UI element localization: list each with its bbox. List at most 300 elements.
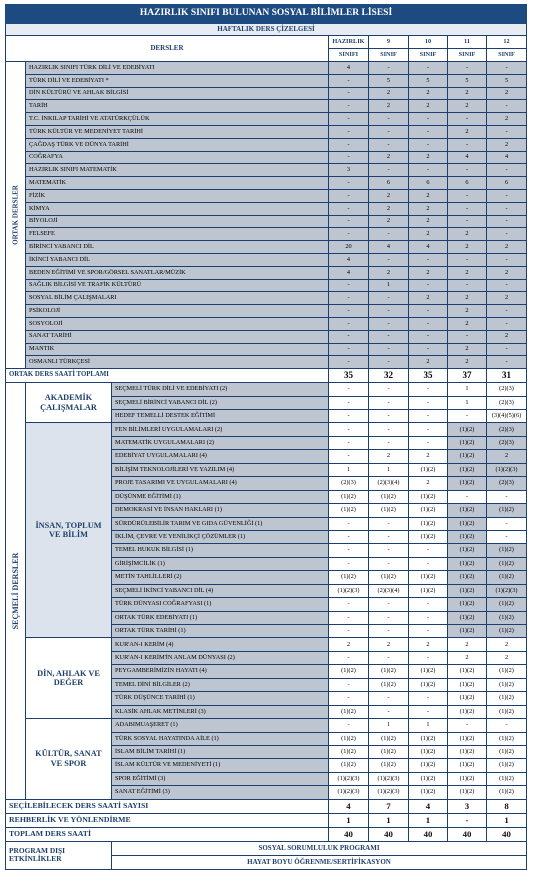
course-hours: -: [487, 125, 527, 138]
core-course-row: [6, 241, 527, 254]
course-hours: -: [409, 113, 448, 126]
course-hours: -: [369, 253, 409, 266]
core-course-row: [6, 164, 527, 177]
course-name: TEMEL HUKUK BİLGİSİ (1): [112, 544, 329, 557]
document-title: HAZIRLIK SINIFI BULUNAN SOSYAL BİLİMLER LİSESİ: [6, 5, 527, 24]
course-hours: 2: [448, 241, 487, 254]
course-hours: -: [487, 356, 527, 369]
course-hours: 2: [487, 330, 527, 343]
course-hours: (1)(2): [369, 571, 409, 584]
course-hours: -: [329, 330, 369, 343]
course-name: MATEMATİK: [26, 177, 329, 190]
course-hours: (2)(3): [487, 396, 527, 409]
course-hours: -: [329, 87, 369, 100]
summary-value: 7: [369, 799, 409, 813]
summary-row: [6, 813, 527, 827]
course-hours: -: [329, 692, 369, 705]
course-hours: 2: [448, 266, 487, 279]
course-name: PEYGAMBERİMİZİN HAYATI (4): [112, 665, 329, 678]
course-name: DÜŞÜNME EĞİTİMİ (1): [112, 490, 329, 503]
course-hours: -: [329, 423, 369, 436]
course-hours: (1)(2)(3): [329, 772, 369, 785]
course-name: ADABIMUAŞERET (1): [112, 719, 329, 732]
course-hours: -: [409, 138, 448, 151]
course-hours: 2: [409, 266, 448, 279]
course-hours: (2)(3): [487, 423, 527, 436]
summary-value: 40: [487, 827, 527, 841]
course-name: İKİNCİ YABANCI DİL: [26, 253, 329, 266]
course-hours: 2: [487, 266, 527, 279]
footer-label: PROGRAM DIŞI ETKİNLİKLER: [6, 841, 112, 869]
course-hours: -: [448, 253, 487, 266]
course-hours: -: [329, 151, 369, 164]
course-hours: 5: [487, 74, 527, 87]
subtitle-row: [6, 24, 527, 36]
course-hours: 2: [409, 477, 448, 490]
course-hours: -: [409, 557, 448, 570]
course-name: DEMOKRASİ VE İNSAN HAKLARI (1): [112, 504, 329, 517]
summary-value: 4: [329, 799, 369, 813]
course-hours: (1)(2): [487, 504, 527, 517]
section-secmeli-dersler: [6, 383, 26, 800]
summary-label: TOPLAM DERS SAATİ: [6, 827, 329, 841]
header-col-top: 10: [409, 36, 448, 49]
course-name: SOSYAL BİLİM ÇALIŞMALARI: [26, 292, 329, 305]
course-name: BİYOLOJİ: [26, 215, 329, 228]
core-course-row: [6, 215, 527, 228]
course-hours: -: [369, 544, 409, 557]
header-col-bottom: SINIFI: [329, 49, 369, 62]
course-hours: -: [369, 517, 409, 530]
title-row: [6, 5, 527, 24]
course-name: T.C. İNKILAP TARİHİ VE ATATÜRKÇÜLÜK: [26, 113, 329, 126]
course-hours: 1: [409, 719, 448, 732]
course-hours: -: [329, 719, 369, 732]
weekly-course-schedule-table: [5, 4, 527, 870]
section-ortak-dersler-label: ORTAK DERSLER: [11, 185, 19, 245]
course-name: İSLAM BİLİM TARİHİ (1): [112, 745, 329, 758]
course-hours: -: [487, 100, 527, 113]
course-hours: 2: [409, 87, 448, 100]
course-hours: -: [369, 436, 409, 449]
course-hours: 1: [448, 383, 487, 396]
course-hours: (1)(2)(3): [487, 463, 527, 476]
course-name: TEMEL DİNİ BİLGİLER (2): [112, 678, 329, 691]
course-hours: (1)(2): [409, 772, 448, 785]
course-hours: -: [329, 228, 369, 241]
core-course-row: [6, 100, 527, 113]
course-hours: (1)(2): [369, 745, 409, 758]
course-hours: -: [409, 383, 448, 396]
summary-value: 40: [329, 827, 369, 841]
elective-group-name: AKADEMİK ÇALIŞMALAR: [26, 383, 112, 423]
course-hours: -: [329, 189, 369, 202]
course-hours: (1)(2): [448, 625, 487, 638]
core-course-row: [6, 253, 527, 266]
course-hours: 2: [409, 100, 448, 113]
course-name: COĞRAFYA: [26, 151, 329, 164]
course-hours: -: [409, 330, 448, 343]
elective-course-row: [6, 423, 527, 436]
course-hours: (1)(2): [448, 571, 487, 584]
course-hours: (1)(2): [448, 678, 487, 691]
summary-value: 1: [409, 813, 448, 827]
course-name: MANTIK: [26, 343, 329, 356]
course-hours: (1)(2): [487, 759, 527, 772]
elective-group-name: KÜLTÜR, SANAT VE SPOR: [26, 719, 112, 800]
course-hours: (1)(2): [487, 625, 527, 638]
course-hours: -: [448, 138, 487, 151]
course-hours: -: [448, 719, 487, 732]
course-hours: -: [409, 598, 448, 611]
course-hours: (1)(2): [487, 665, 527, 678]
course-hours: -: [369, 343, 409, 356]
course-schedule-document: [5, 4, 526, 870]
header-dersler: DERSLER: [6, 36, 329, 62]
course-name: EDEBİYAT UYGULAMALARI (4): [112, 450, 329, 463]
course-hours: (1)(2): [409, 759, 448, 772]
course-hours: (1)(2): [448, 544, 487, 557]
core-course-row: [6, 343, 527, 356]
core-total-value: 31: [487, 369, 527, 383]
course-hours: 3: [329, 164, 369, 177]
course-name: KUR'AN-I KERİM (4): [112, 638, 329, 651]
core-course-row: [6, 113, 527, 126]
course-hours: (1)(2): [409, 517, 448, 530]
header-col-bottom: SINIF: [409, 49, 448, 62]
course-hours: 2: [487, 638, 527, 651]
header-col-top: 11: [448, 36, 487, 49]
course-hours: 4: [448, 151, 487, 164]
course-hours: -: [409, 423, 448, 436]
course-hours: -: [329, 530, 369, 543]
course-hours: (1)(2): [487, 598, 527, 611]
course-hours: -: [369, 651, 409, 664]
course-hours: -: [329, 100, 369, 113]
course-hours: -: [329, 74, 369, 87]
course-hours: -: [487, 253, 527, 266]
footer-row-1: [6, 841, 527, 855]
course-hours: (1)(2): [369, 678, 409, 691]
summary-value: 40: [448, 827, 487, 841]
course-hours: -: [329, 383, 369, 396]
course-hours: -: [487, 719, 527, 732]
course-hours: (1)(2): [409, 665, 448, 678]
course-hours: (1)(2)(3): [487, 584, 527, 597]
course-hours: 2: [448, 125, 487, 138]
summary-value: 1: [369, 813, 409, 827]
course-hours: -: [369, 317, 409, 330]
course-hours: 4: [329, 253, 369, 266]
header-col-top: HAZIRLIK: [329, 36, 369, 49]
course-hours: (1)(2)(3): [329, 786, 369, 799]
course-hours: -: [329, 292, 369, 305]
course-hours: (1)(2): [448, 557, 487, 570]
course-hours: -: [369, 164, 409, 177]
course-hours: (1)(2): [487, 678, 527, 691]
course-name: MATEMATİK UYGULAMALARI (2): [112, 436, 329, 449]
course-hours: (1)(2): [487, 557, 527, 570]
core-total-value: 35: [409, 369, 448, 383]
course-name: İSLAM KÜLTÜR VE MEDENİYETİ (1): [112, 759, 329, 772]
course-hours: (1)(2): [329, 705, 369, 718]
course-hours: -: [487, 62, 527, 75]
core-course-row: [6, 266, 527, 279]
course-hours: (1)(2): [329, 571, 369, 584]
course-hours: (1)(2): [409, 678, 448, 691]
course-hours: -: [329, 450, 369, 463]
course-name: SEÇMELİ BİRİNCİ YABANCI DİL (2): [112, 396, 329, 409]
core-course-row: [6, 87, 527, 100]
course-hours: -: [329, 305, 369, 318]
course-hours: 2: [369, 638, 409, 651]
course-hours: -: [487, 530, 527, 543]
course-hours: (1)(2): [448, 436, 487, 449]
course-name: BEDEN EĞİTİMİ VE SPOR/GÖRSEL SANATLAR/MÜZİK: [26, 266, 329, 279]
course-hours: -: [329, 544, 369, 557]
course-hours: (1)(2): [409, 584, 448, 597]
course-hours: -: [409, 279, 448, 292]
course-hours: -: [329, 177, 369, 190]
course-hours: 4: [409, 241, 448, 254]
course-hours: 2: [409, 292, 448, 305]
course-hours: (1)(2): [448, 705, 487, 718]
course-hours: 2: [369, 87, 409, 100]
course-hours: 2: [487, 450, 527, 463]
course-name: SANAT EĞİTİMİ (3): [112, 786, 329, 799]
course-hours: -: [329, 343, 369, 356]
course-hours: (1)(2): [448, 598, 487, 611]
course-hours: 2: [448, 305, 487, 318]
course-hours: 2: [448, 638, 487, 651]
core-course-row: [6, 189, 527, 202]
course-hours: (1)(2): [487, 732, 527, 745]
course-hours: -: [409, 611, 448, 624]
summary-value: 1: [329, 813, 369, 827]
course-hours: -: [409, 305, 448, 318]
course-hours: (1)(2): [448, 463, 487, 476]
course-name: DİN KÜLTÜRÜ VE AHLAK BİLGİSİ: [26, 87, 329, 100]
course-hours: -: [487, 164, 527, 177]
course-hours: -: [409, 125, 448, 138]
course-hours: 2: [329, 638, 369, 651]
course-hours: 5: [409, 74, 448, 87]
elective-group-name: DİN, AHLAK VE DEĞER: [26, 638, 112, 719]
course-hours: -: [329, 125, 369, 138]
course-hours: (1)(2): [409, 530, 448, 543]
course-hours: (1)(2): [448, 786, 487, 799]
course-hours: -: [369, 410, 409, 423]
course-hours: 2: [487, 138, 527, 151]
course-hours: 2: [448, 292, 487, 305]
section-ortak-dersler: [6, 62, 26, 369]
course-hours: (1)(2)(3): [369, 772, 409, 785]
summary-value: 8: [487, 799, 527, 813]
summary-value: 40: [409, 827, 448, 841]
course-hours: -: [448, 330, 487, 343]
course-hours: -: [369, 292, 409, 305]
course-hours: -: [369, 423, 409, 436]
core-course-row: [6, 74, 527, 87]
course-hours: 1: [329, 463, 369, 476]
course-hours: -: [448, 164, 487, 177]
course-hours: (1)(2): [487, 705, 527, 718]
course-hours: -: [487, 517, 527, 530]
course-hours: (1)(2): [448, 504, 487, 517]
course-hours: -: [409, 651, 448, 664]
course-hours: 2: [369, 450, 409, 463]
course-hours: -: [369, 611, 409, 624]
course-hours: -: [409, 625, 448, 638]
course-name: HAZIRLIK SINIFI TÜRK DİLİ VE EDEBİYATI: [26, 62, 329, 75]
course-name: SAĞLIK BİLGİSİ VE TRAFİK KÜLTÜRÜ: [26, 279, 329, 292]
course-hours: -: [409, 692, 448, 705]
course-hours: -: [409, 317, 448, 330]
elective-group-name: İNSAN, TOPLUM VE BİLİM: [26, 423, 112, 638]
course-hours: -: [369, 598, 409, 611]
header-col-top: 9: [369, 36, 409, 49]
core-course-row: [6, 356, 527, 369]
course-name: BİLİŞİM TEKNOLOJİLERİ VE YAZILIM (4): [112, 463, 329, 476]
course-hours: (1)(2): [487, 611, 527, 624]
course-hours: 6: [369, 177, 409, 190]
core-course-row: [6, 292, 527, 305]
course-hours: 2: [369, 189, 409, 202]
course-hours: 2: [409, 638, 448, 651]
document-subtitle: HAFTALIK DERS ÇİZELGESİ: [6, 24, 527, 36]
course-name: HAZIRLIK SINIFI MATEMATİK: [26, 164, 329, 177]
course-hours: -: [487, 215, 527, 228]
course-hours: (1)(2): [448, 584, 487, 597]
course-hours: (1)(2): [329, 745, 369, 758]
course-hours: -: [329, 611, 369, 624]
course-hours: 2: [409, 202, 448, 215]
course-hours: (1)(2): [448, 423, 487, 436]
course-name: SÜRDÜRÜLEBİLİR TARIM VE GIDA GÜVENLİĞİ (1): [112, 517, 329, 530]
course-hours: -: [329, 356, 369, 369]
course-hours: -: [409, 705, 448, 718]
course-hours: (2)(3): [487, 383, 527, 396]
course-hours: 2: [369, 215, 409, 228]
course-name: ÇAĞDAŞ TÜRK VE DÜNYA TARİHİ: [26, 138, 329, 151]
course-hours: -: [369, 138, 409, 151]
course-name: SANAT TARİHİ: [26, 330, 329, 343]
course-name: TÜRK KÜLTÜR VE MEDENİYET TARİHİ: [26, 125, 329, 138]
course-hours: 2: [487, 292, 527, 305]
course-hours: (1)(2): [409, 463, 448, 476]
course-hours: -: [369, 383, 409, 396]
course-name: BİRİNCİ YABANCI DİL: [26, 241, 329, 254]
course-hours: (1)(2): [409, 571, 448, 584]
summary-row: [6, 799, 527, 813]
course-name: OSMANLI TÜRKÇESİ: [26, 356, 329, 369]
course-hours: 1: [448, 396, 487, 409]
core-course-row: [6, 305, 527, 318]
course-name: KUR'AN-I KERİM'İN ANLAM DÜNYASI (2): [112, 651, 329, 664]
course-hours: 2: [409, 228, 448, 241]
course-hours: -: [369, 557, 409, 570]
course-hours: -: [329, 113, 369, 126]
course-hours: -: [487, 228, 527, 241]
course-hours: 2: [487, 651, 527, 664]
course-hours: 4: [487, 151, 527, 164]
course-hours: 2: [448, 356, 487, 369]
header-col-top: 12: [487, 36, 527, 49]
course-hours: -: [487, 317, 527, 330]
course-name: ORTAK TÜRK TARİHİ (1): [112, 625, 329, 638]
course-hours: -: [448, 62, 487, 75]
core-course-row: [6, 125, 527, 138]
course-hours: -: [448, 202, 487, 215]
header-row-top: [6, 36, 527, 49]
course-hours: -: [329, 436, 369, 449]
course-hours: 2: [369, 202, 409, 215]
course-name: TÜRK DİLİ VE EDEBİYATI *: [26, 74, 329, 87]
core-total-row: [6, 369, 527, 383]
course-hours: -: [369, 356, 409, 369]
core-course-row: [6, 151, 527, 164]
course-hours: 2: [448, 651, 487, 664]
course-name: SEÇMELİ TÜRK DİLİ VE EDEBİYATI (2): [112, 383, 329, 396]
course-hours: 4: [369, 241, 409, 254]
course-name: KLASİK AHLAK METİNLERİ (3): [112, 705, 329, 718]
course-hours: 1: [369, 279, 409, 292]
course-hours: -: [409, 410, 448, 423]
core-total-value: 32: [369, 369, 409, 383]
header-col-bottom: SINIF: [369, 49, 409, 62]
summary-label: SEÇİLEBİLECEK DERS SAATİ SAYISI: [6, 799, 329, 813]
course-hours: -: [448, 410, 487, 423]
course-hours: -: [329, 202, 369, 215]
course-hours: -: [329, 625, 369, 638]
footer-item: HAYAT BOYU ÖĞRENME/SERTİFİKASYON: [112, 855, 527, 869]
course-name: SEÇMELİ İKİNCİ YABANCI DİL (4): [112, 584, 329, 597]
summary-row: [6, 827, 527, 841]
course-hours: 2: [409, 151, 448, 164]
course-hours: (1)(2): [487, 772, 527, 785]
course-hours: (1)(2): [369, 665, 409, 678]
course-hours: -: [448, 215, 487, 228]
course-name: ORTAK TÜRK EDEBİYATI (1): [112, 611, 329, 624]
course-hours: (1)(2)(3): [369, 786, 409, 799]
course-hours: -: [329, 678, 369, 691]
course-hours: -: [448, 189, 487, 202]
summary-value: -: [448, 813, 487, 827]
course-hours: 2: [448, 343, 487, 356]
course-hours: 2: [487, 87, 527, 100]
course-hours: -: [329, 557, 369, 570]
course-hours: -: [329, 517, 369, 530]
course-hours: (1)(2): [329, 759, 369, 772]
course-hours: 2: [409, 450, 448, 463]
course-hours: (1)(2): [409, 732, 448, 745]
course-name: TÜRK DÜNYASI COĞRAFYASI (1): [112, 598, 329, 611]
course-hours: 5: [448, 74, 487, 87]
course-hours: (1)(2): [487, 571, 527, 584]
core-course-row: [6, 228, 527, 241]
course-hours: (1)(2): [448, 759, 487, 772]
course-hours: 1: [369, 719, 409, 732]
course-hours: (1)(2): [448, 665, 487, 678]
course-name: GİRİŞİMCİLİK (1): [112, 557, 329, 570]
course-hours: -: [487, 189, 527, 202]
summary-value: 3: [448, 799, 487, 813]
course-hours: -: [369, 530, 409, 543]
course-name: KİMYA: [26, 202, 329, 215]
summary-value: 1: [487, 813, 527, 827]
course-hours: 2: [409, 356, 448, 369]
course-hours: -: [409, 62, 448, 75]
